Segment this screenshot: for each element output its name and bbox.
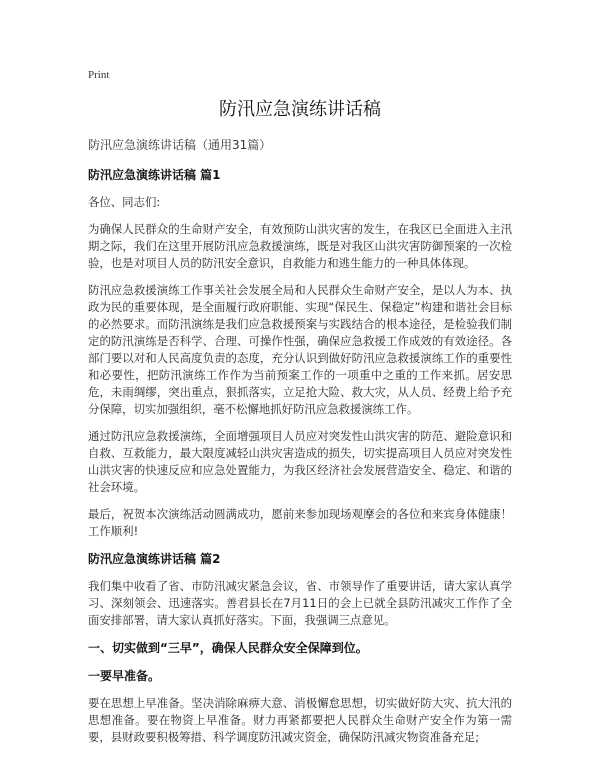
print-label[interactable]: Print [88,69,110,81]
paragraph: 为确保人民群众的生命财产安全，有效预防山洪灾害的发生，在我区已全面进入主汛期之际，我们在这里开展防汛应急救援演练，既是对我区山洪灾害防御预案的一次检验，也是对项目人员的防汛安全意识，自救能力和逃生能力的一种具体体现。 [88,222,512,270]
section-heading-1: 防汛应急演练讲话稿 篇1 [88,168,221,182]
document-subtitle: 防汛应急演练讲话稿（通用31篇） [88,138,272,152]
sub-heading: 一、切实做到“三早”，确保人民群众安全保障到位。 [88,641,368,655]
paragraph: 我们集中收看了省、市防汛减灾紧急会议，省、市领导作了重要讲话，请大家认真学习、深刻领会、迅速落实。善君县长在7月11日的会上已就全县防汛减灾工作作了全面安排部署，请大家认真抓好落实。下面，我强调三点意见。 [88,579,512,627]
paragraph: 通过防汛应急救援演练，全面增强项目人员应对突发性山洪灾害的防范、避险意识和自救、互救能力，最大限度减轻山洪灾害造成的损失，切实提高项目人员应对突发性山洪灾害的快速反应和应急处置能力，为我区经济社会发展营造安全、稳定、和谐的社会环境。 [88,429,512,494]
sub-sub-heading: 一要早准备。 [88,669,161,683]
paragraph: 最后，祝贺本次演练活动圆满成功，愿前来参加现场观摩会的各位和来宾身体健康！工作顺利! [88,507,512,538]
document-title: 防汛应急演练讲话稿 [219,99,381,120]
paragraph: 各位、同志们: [88,195,161,209]
paragraph: 要在思想上早准备。坚决消除麻痹大意、消极懈怠思想，切实做好防大灾、抗大汛的思想准备。要在物资上早准备。财力再紧都要把人民群众生命财产安全作为第一需要，县财政要积极筹措、科学调度防汛减灾资金，确保防汛减灾物资准备充足; [88,696,512,744]
section-heading-2: 防汛应急演练讲话稿 篇2 [88,552,221,566]
paragraph: 防汛应急救援演练工作事关社会发展全局和人民群众生命财产安全，是以人为本、执政为民的重要体现，是全面履行政府职能、实现“保民生、保稳定”构建和谐社会目标的必然要求。而防汛演练是我们应急救援预案与实践结合的根本途径，是检验我们制定的防汛演练是否科学、合理、可操作性强，确保应急救援工作成效的有效途径。各部门要以对和人民高度负责的态度，充分认识到做好防汛应急救援演练工作的重要性和必要性，把防汛演练工作作为当前预案工作的一项重中之重的工作来抓。居安思危，未雨绸缪，突出重点，狠抓落实，立足抢大险、救大灾，从人员、经费上给予充分保障，切实加强组织，毫不松懈地抓好防汛应急救援演练工作。 [88,283,512,416]
